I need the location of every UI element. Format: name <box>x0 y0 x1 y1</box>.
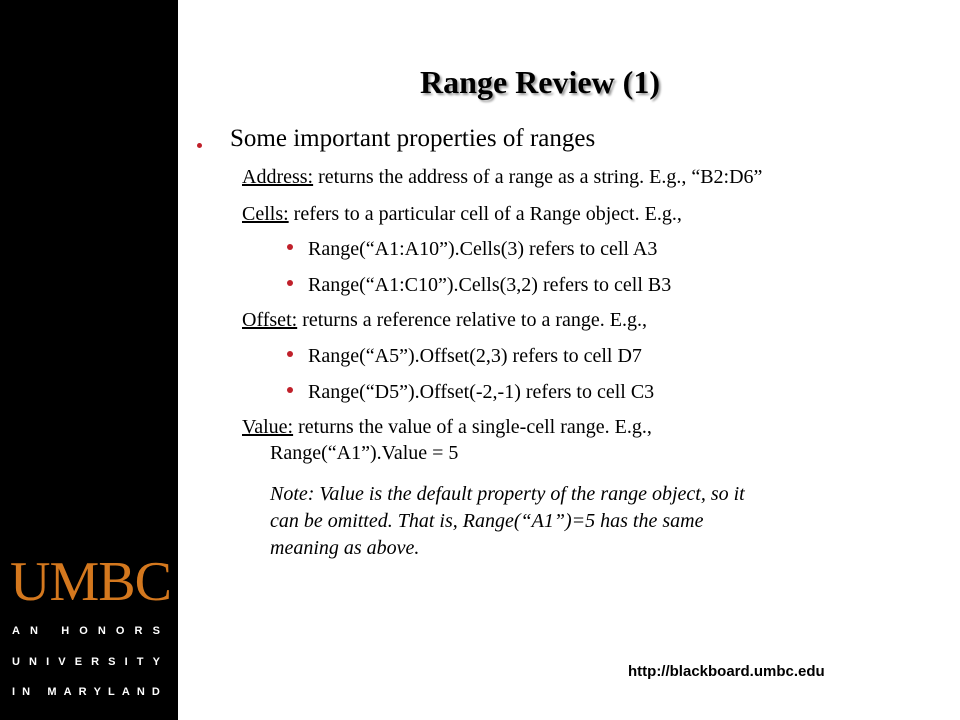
tagline-letter: N <box>22 686 31 698</box>
offset-line <box>242 307 647 333</box>
offset-text: returns a reference relative to a range. E.g., <box>297 309 647 331</box>
tagline-letter: U <box>12 656 20 668</box>
tagline-letter: I <box>46 656 50 668</box>
sub-bullet-dot-icon <box>287 351 293 357</box>
note-line-3: meaning as above. <box>270 537 420 559</box>
cells-text: refers to a particular cell of a Range object. E.g., <box>288 203 682 225</box>
tagline-letter: I <box>124 656 128 668</box>
tagline-letter: O <box>115 625 125 637</box>
slide-title: Range Review (1) <box>420 64 660 100</box>
value-label: Value: <box>242 416 294 438</box>
tagline-letter: S <box>108 656 116 668</box>
tagline-letter <box>37 685 40 699</box>
tagline-letter: N <box>30 625 38 637</box>
tagline-letter: I <box>12 686 16 698</box>
offset-example-2: Range(“D5”).Offset(-2,-1) refers to cell C3 <box>308 381 655 403</box>
value-line <box>242 414 652 440</box>
tagline-letter: S <box>152 625 160 637</box>
offset-label: Offset: <box>242 309 298 331</box>
address-label: Address: <box>242 166 314 188</box>
tagline-letter: R <box>91 656 100 668</box>
note-line-2: can be omitted. That is, Range(“A1”)=5 has the same <box>270 510 704 532</box>
bullet-dot-icon <box>197 143 202 148</box>
cells-example-2: Range(“A1:C10”).Cells(3,2) refers to cell B3 <box>308 274 672 296</box>
tagline-letter: A <box>121 686 130 698</box>
address-text: returns the address of a range as a string. E.g., “B2:D6” <box>313 166 763 188</box>
left-sidebar <box>0 0 178 720</box>
main-bullet-text: Some important properties of ranges <box>230 125 596 152</box>
tagline-letter: N <box>136 686 145 698</box>
value-text: returns the value of a single-cell range. E.g., <box>293 416 652 438</box>
tagline-letter: D <box>151 686 160 698</box>
tagline-letter: Y <box>152 656 160 668</box>
logo-tagline-line3 <box>12 685 160 699</box>
tagline-letter: R <box>134 625 143 637</box>
tagline-letter <box>48 624 51 638</box>
tagline-letter: M <box>47 686 57 698</box>
value-example: Range(“A1”).Value = 5 <box>270 442 459 464</box>
tagline-letter: T <box>136 656 144 668</box>
umbc-logo-wordmark: UMBC <box>10 551 171 613</box>
tagline-letter: V <box>58 656 66 668</box>
tagline-letter: N <box>29 656 37 668</box>
cells-label: Cells: <box>242 203 289 225</box>
offset-example-1: Range(“A5”).Offset(2,3) refers to cell D7 <box>308 345 642 367</box>
tagline-letter: A <box>12 625 20 637</box>
tagline-letter: E <box>74 656 83 668</box>
tagline-letter: L <box>108 686 115 698</box>
address-line <box>242 164 762 190</box>
sub-bullet-dot-icon <box>287 244 293 250</box>
tagline-letter: R <box>78 686 87 698</box>
tagline-letter: N <box>97 625 106 637</box>
logo-tagline-line2 <box>12 655 160 669</box>
tagline-letter: H <box>61 625 70 637</box>
sub-bullet-dot-icon <box>287 387 293 393</box>
tagline-letter: A <box>63 686 72 698</box>
logo-tagline-line1 <box>12 624 160 638</box>
cells-example-1: Range(“A1:A10”).Cells(3) refers to cell A3 <box>308 238 658 260</box>
note-line-1: Note: Value is the default property of the range object, so it <box>270 483 745 505</box>
cells-line <box>242 201 682 227</box>
tagline-letter: O <box>79 625 88 637</box>
tagline-letter: Y <box>93 686 101 698</box>
footer-url: http://blackboard.umbc.edu <box>628 663 825 680</box>
sub-bullet-dot-icon <box>287 280 293 286</box>
